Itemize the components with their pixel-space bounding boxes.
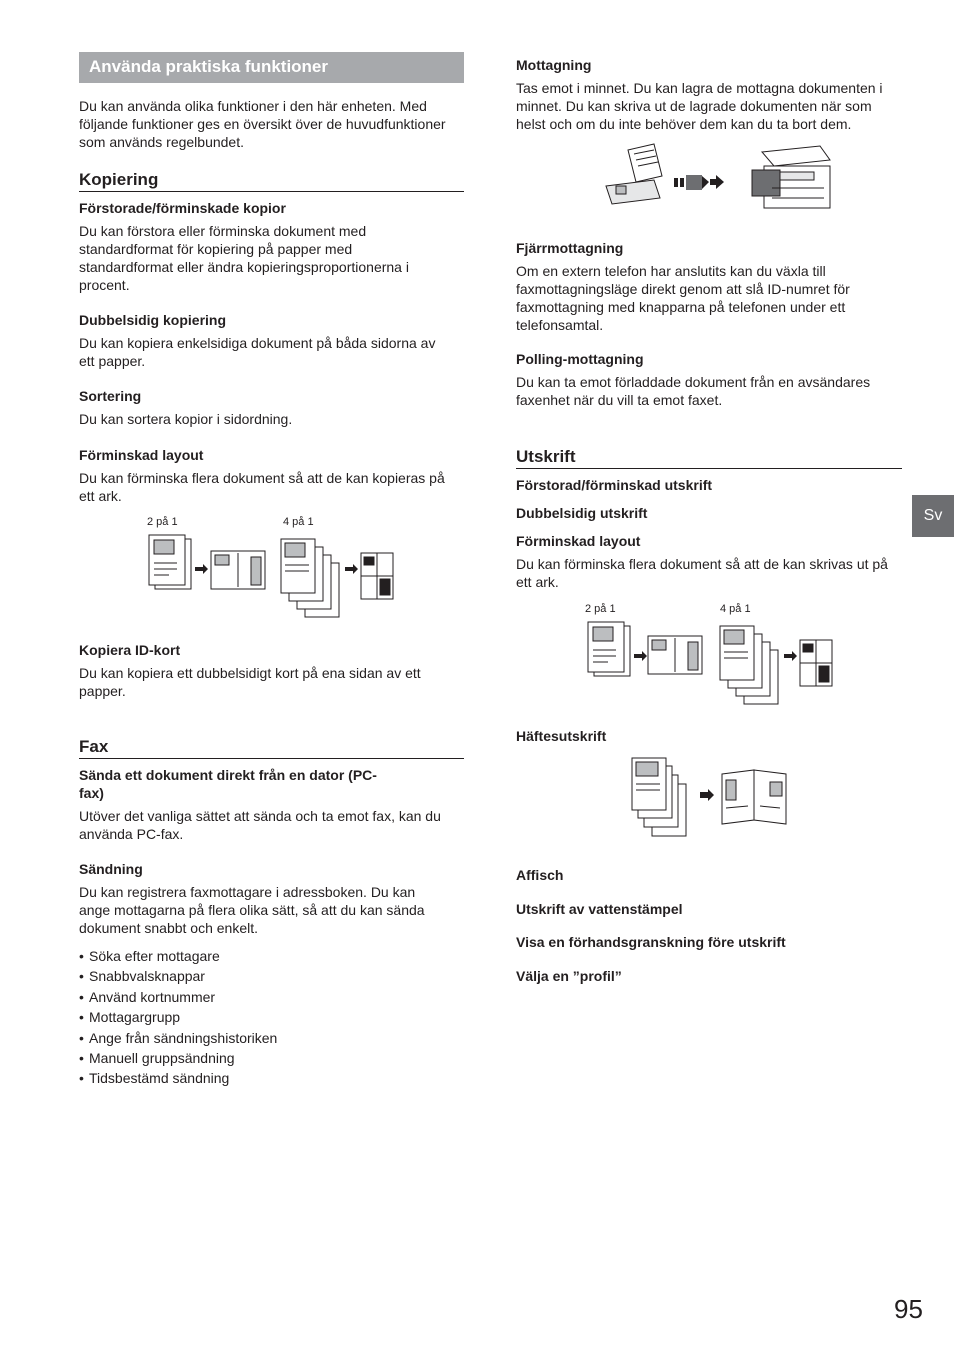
title-polling: Polling-mottagning <box>516 351 644 367</box>
arrow-icon <box>784 651 797 661</box>
list-item: • Manuell gruppsändning <box>79 1048 277 1068</box>
title-enlarge-reduce: Förstorade/förminskade kopior <box>79 200 286 216</box>
list-item: • Tidsbestämd sändning <box>79 1068 277 1088</box>
arrow-icon <box>345 564 358 574</box>
text-reduced-layout-print: Du kan förminska flera dokument så att de kan skrivas ut på ett ark. <box>516 556 888 590</box>
text-enlarge-reduce: Du kan förstora eller förminska dokument med standardformat för kopiering på papper med standardformat eller ändra kopieringsproportionerna i procent. <box>79 223 409 293</box>
text-sending: Du kan registrera faxmottagare i adressboken. Du kan ange mottagarna på flera olika sätt, så att du kan sända dokument snabbt och enkelt. <box>79 884 425 936</box>
arrow-icon <box>195 564 208 574</box>
booklet-result-icon <box>722 770 786 824</box>
language-tab: Sv <box>912 495 954 537</box>
text-polling: Du kan ta emot förladdade dokument från en avsändares faxenhet när du vill ta emot faxet. <box>516 374 871 408</box>
intro-text: Du kan använda olika funktioner i den här enheten. Med följande funktioner ges en översikt över de huvudfunktioner som används regelbundet. <box>79 98 446 150</box>
title-pc-fax: Sända ett dokument direkt från en dator (PC-fax) <box>79 767 377 801</box>
title-profile: Välja en ”profil” <box>516 968 622 984</box>
label-4-in-1: 4 på 1 <box>283 516 314 528</box>
title-reduced-layout-print: Förminskad layout <box>516 533 641 549</box>
booklet-originals <box>632 758 686 836</box>
title-remote-receiving: Fjärrmottagning <box>516 240 624 256</box>
four-in-one-result <box>800 640 832 686</box>
two-in-one-originals <box>149 535 191 589</box>
title-watermark: Utskrift av vattenstämpel <box>516 901 683 917</box>
list-item: • Ange från sändningshistoriken <box>79 1028 277 1048</box>
title-duplex-print: Dubbelsidig utskrift <box>516 505 648 521</box>
section-banner: Använda praktiska funktioner <box>79 52 464 83</box>
booklet-diagram <box>630 756 790 840</box>
copier-machine-icon <box>752 146 830 208</box>
two-in-one-result <box>648 636 702 674</box>
label-4-in-1: 4 på 1 <box>720 603 751 615</box>
label-2-in-1: 2 på 1 <box>147 516 178 528</box>
page-number: 95 <box>894 1294 923 1324</box>
two-in-one-result <box>211 551 265 589</box>
text-reduced-layout: Du kan förminska flera dokument så att de kan kopieras på ett ark. <box>79 470 445 504</box>
text-duplex-copy: Du kan kopiera enkelsidiga dokument på båda sidorna av ett papper. <box>79 335 436 369</box>
heading-fax: Fax <box>79 737 464 759</box>
list-item: • Mottagargrupp <box>79 1007 277 1027</box>
fax-machine-icon <box>606 144 662 204</box>
text-receiving: Tas emot i minnet. Du kan lagra de mottagna dokumenten i minnet. Du kan skriva ut de lagrade dokumenten när som helst och om du inte behöver dem kan du ta bort dem. <box>516 80 883 132</box>
title-receiving: Mottagning <box>516 57 592 73</box>
label-2-in-1: 2 på 1 <box>585 603 616 615</box>
four-in-one-result <box>361 553 393 599</box>
transfer-arrow-icon <box>674 175 724 190</box>
four-in-one-originals <box>720 626 778 704</box>
title-id-card-copy: Kopiera ID-kort <box>79 642 181 658</box>
title-booklet-print: Häftesutskrift <box>516 728 607 744</box>
title-preview: Visa en förhandsgranskning före utskrift <box>516 934 786 950</box>
text-pc-fax: Utöver det vanliga sättet att sända och ta emot fax, kan du använda PC-fax. <box>79 808 441 842</box>
arrow-icon <box>700 789 714 801</box>
title-duplex-copy: Dubbelsidig kopiering <box>79 312 227 328</box>
list-item: • Söka efter mottagare <box>79 946 277 966</box>
text-collate: Du kan sortera kopior i sidordning. <box>79 411 293 427</box>
title-enlarge-reduce-print: Förstorad/förminskad utskrift <box>516 477 713 493</box>
text-remote-receiving: Om en extern telefon har anslutits kan du växla till faxmottagningsläge direkt genom att slå ID-numret för faxmottagning med knapparna på telefonen under ett telefonsamtal. <box>516 263 850 333</box>
heading-utskrift: Utskrift <box>516 447 902 469</box>
title-sending: Sändning <box>79 861 143 877</box>
fax-to-memory-diagram <box>602 142 817 214</box>
four-in-one-originals <box>281 539 339 617</box>
heading-kopiering: Kopiering <box>79 170 464 192</box>
two-in-one-originals <box>588 622 630 676</box>
title-reduced-layout: Förminskad layout <box>79 447 204 463</box>
title-collate: Sortering <box>79 388 142 404</box>
title-poster: Affisch <box>516 867 564 883</box>
text-id-card-copy: Du kan kopiera ett dubbelsidigt kort på ena sidan av ett papper. <box>79 665 421 699</box>
list-item: • Snabbvalsknappar <box>79 966 277 986</box>
list-item: • Använd kortnummer <box>79 987 277 1007</box>
arrow-icon <box>634 651 647 661</box>
layout-diagram <box>147 533 397 623</box>
print-layout-diagram <box>586 620 836 710</box>
sending-methods-list <box>79 946 277 1089</box>
